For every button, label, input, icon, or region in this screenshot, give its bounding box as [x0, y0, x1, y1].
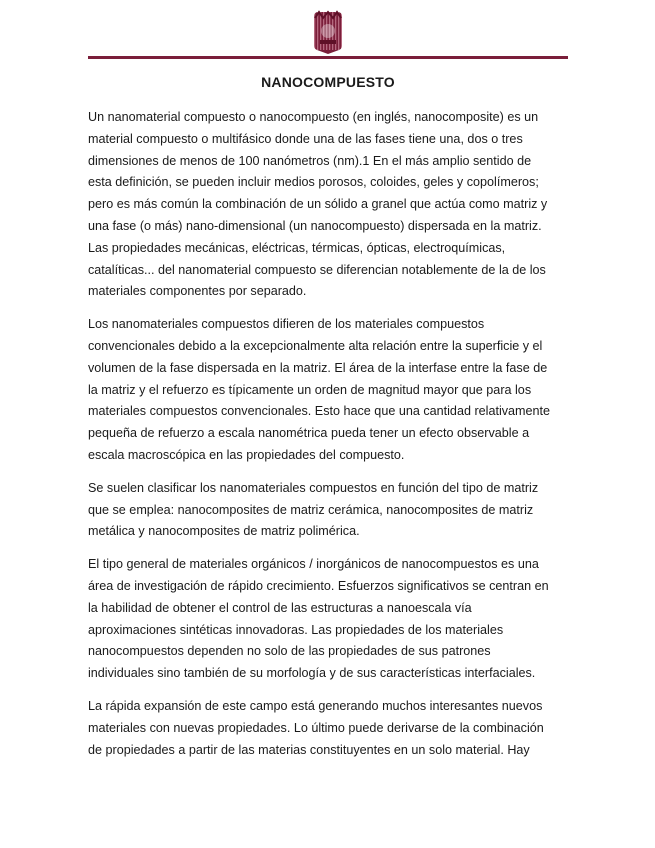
header-rule [88, 56, 568, 59]
text-line: La rápida expansión de este campo está generando muchos interesantes nuevos [88, 698, 543, 713]
text-line: aproximaciones sintéticas innovadoras. Las propiedades de los materiales [88, 622, 504, 637]
text-line: convencionales debido a la excepcionalmente alta relación entre la superficie y el [88, 338, 543, 353]
text-line: Las propiedades mecánicas, eléctricas, térmicas, ópticas, electroquímicas, [88, 240, 506, 255]
text-line: área de investigación de rápido crecimiento. Esfuerzos significativos se centran en [88, 578, 549, 593]
paragraph-4 [88, 554, 568, 685]
document-body [88, 107, 568, 772]
text-line: dimensiones de menos de 100 nanómetros (nm).1 En el más amplio sentido de [88, 153, 532, 168]
text-line: Un nanomaterial compuesto o nanocompuesto (en inglés, nanocomposite) es un [88, 110, 539, 124]
text-line: una fase (o más) nano-dimensional (un nanocompuesto) dispersada en la matriz. [88, 218, 542, 233]
text-line: nanocompuestos dependen no solo de las propiedades de sus patrones [88, 644, 491, 659]
paragraph-5 [88, 696, 568, 761]
page-title: NANOCOMPUESTO [261, 74, 395, 90]
text-line: material compuesto o multifásico donde una de las fases tiene una, dos o tres [88, 131, 523, 146]
text-line: pequeña de refuerzo a escala nanométrica pueda tener un efecto observable a [88, 426, 530, 441]
text-line: volumen de la fase dispersada en la matriz. El área de la interfase entre la fase de [88, 360, 548, 375]
text-line: materiales componentes por separado. [88, 284, 307, 299]
text-line: esta definición, se pueden incluir medios porosos, coloides, geles y copolímeros; [88, 175, 539, 190]
text-line: El tipo general de materiales orgánicos / inorgánicos de nanocompuestos es una [88, 557, 539, 572]
text-line: la matriz y el refuerzo es típicamente un orden de magnitud mayor que para los [88, 382, 532, 397]
text-line: individuales sino también de su morfología y de sus características interfaciales. [88, 666, 536, 681]
text-line: de propiedades a partir de las materias constituyentes en un solo material. Hay [88, 742, 530, 757]
paragraph-3 [88, 478, 568, 543]
institution-crest-icon [311, 10, 345, 54]
text-line: escala macroscópica en las propiedades del compuesto. [88, 447, 405, 462]
text-line: pero es más común la combinación de un sólido a granel que actúa como matriz y [88, 197, 548, 212]
text-line: catalíticas... del nanomaterial compuesto se diferencian notablemente de la de los [88, 262, 546, 277]
text-line: metálica y nanocomposites de matriz polimérica. [88, 524, 360, 539]
text-line: Los nanomateriales compuestos difieren de los materiales compuestos [88, 317, 485, 332]
paragraph-1 [88, 107, 568, 303]
text-line: Se suelen clasificar los nanomateriales compuestos en función del tipo de matriz [88, 480, 539, 495]
text-line: materiales compuestos convencionales. Esto hace que una cantidad relativamente [88, 404, 551, 419]
paragraph-2 [88, 314, 568, 467]
text-line: que se emplea: nanocomposites de matriz cerámica, nanocomposites de matriz [88, 502, 534, 517]
text-line: materiales con nuevas propiedades. Lo último puede derivarse de la combinación [88, 720, 544, 735]
text-line: la habilidad de obtener el control de las estructuras a nanoescala vía [88, 600, 472, 615]
